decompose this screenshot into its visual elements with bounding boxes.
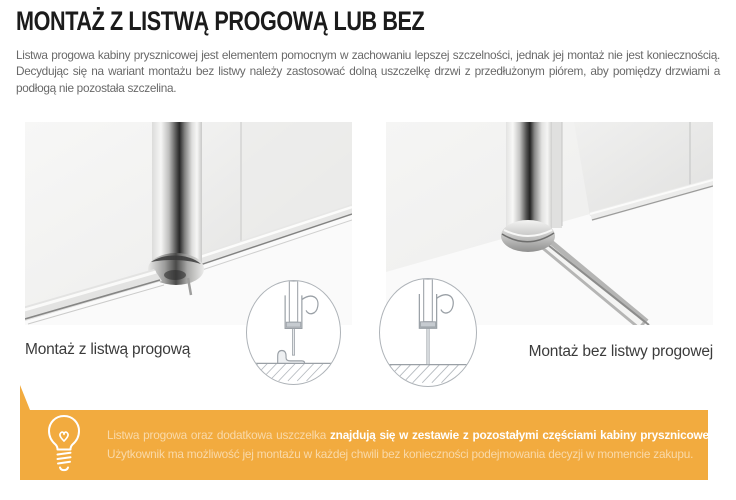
- caption-with-strip: Montaż z listwą progową: [25, 341, 191, 358]
- page-title: MONTAŻ Z LISTWĄ PROGOWĄ LUB BEZ: [16, 6, 425, 36]
- diagram-without-strip: [379, 278, 477, 387]
- note-text-regular: Użytkownik ma możliwość jej montażu w każdej chwili bez konieczności podejmowania decyzji w momencie zakupu.: [107, 447, 694, 461]
- note-banner-tail: [20, 385, 30, 410]
- note-text-block: [107, 410, 715, 480]
- note-text-bold: znajdują się w zestawie z pozostałymi częściami kabiny prysznicowej.: [329, 428, 715, 442]
- caption-without-strip: Montaż bez listwy progowej: [528, 343, 713, 360]
- note-text-regular: Listwa progowa oraz dodatkowa uszczelka: [107, 428, 330, 442]
- cross-section-with-strip-icon: [247, 281, 340, 384]
- cross-section-without-strip-icon: [380, 279, 476, 386]
- intro-paragraph: Listwa progowa kabiny prysznicowej jest elementem pomocnym w zachowaniu lepszej szczelności, jednak jej montaż nie jest koniecznością. Decydując się na wariant montażu bez listwy należy zastosować dolną uszczelkę drzwi z przedłużonym piórem, aby pomiędzy drzwiami a podłogą nie pozostała szczelina.: [16, 48, 720, 95]
- note-banner: [20, 410, 715, 480]
- diagram-with-strip: [246, 280, 341, 385]
- lightbulb-icon: [46, 414, 82, 476]
